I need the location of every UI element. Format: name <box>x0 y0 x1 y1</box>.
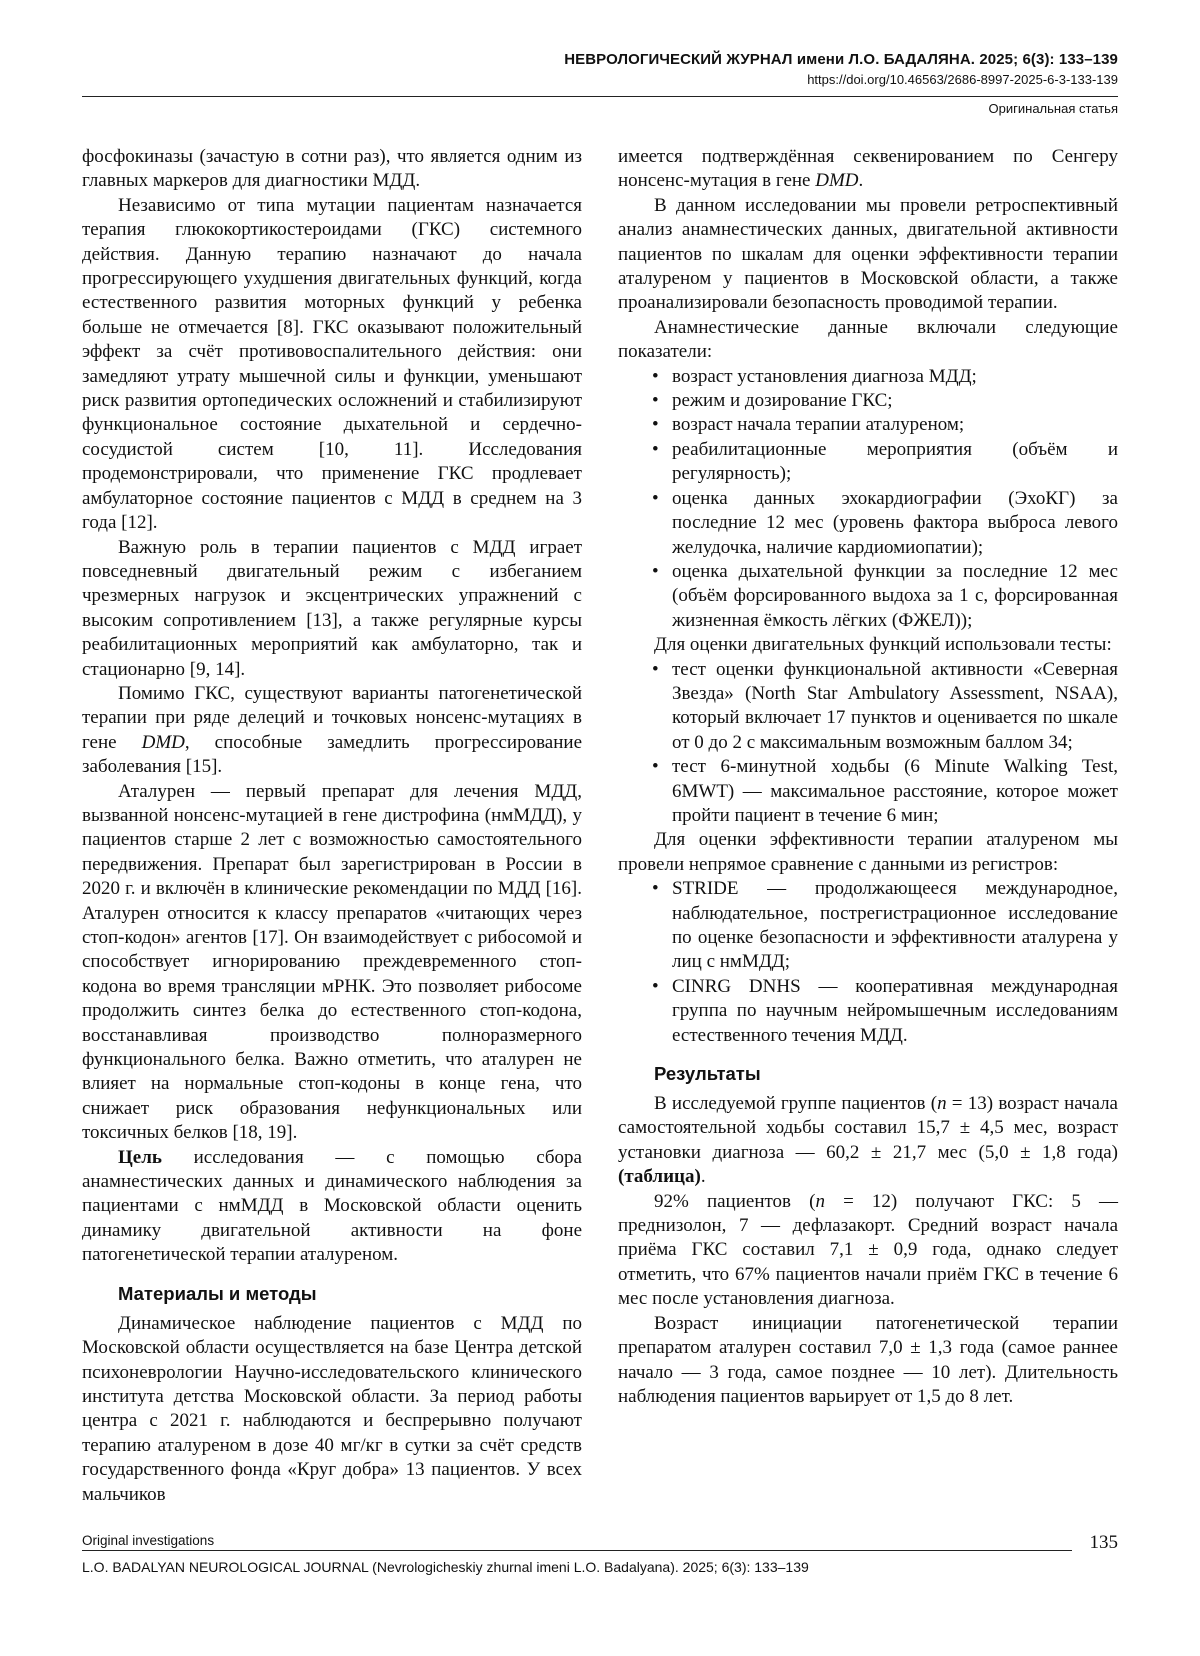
text-span: . <box>858 170 864 192</box>
paragraph: фосфокиназы (зачастую в сотни раз), что является одним из главных маркеров для диагностики МДД. <box>82 146 582 192</box>
list-item: • STRIDE — продолжающееся международное, наблюдательное, пострегистрационное исследование по оценке безопасности и эффективности аталурена у лиц с нмМДД; <box>618 877 1118 975</box>
paragraph <box>618 145 1118 194</box>
list-item: • оценка данных эхокардиографии (ЭхоКГ) за последние 12 мес (уровень фактора выброса левого желудочка, наличие кардиомиопатии); <box>618 487 1118 560</box>
paragraph <box>82 682 582 780</box>
running-header <box>564 50 1118 90</box>
footer-journal-title: L.O. BADALYAN NEUROLOGICAL JOURNAL (Nevrologicheskiy zhurnal imeni L.O. Badalyana). 2025; 6(3): 133–139 <box>82 1559 809 1575</box>
right-column <box>618 145 1118 1409</box>
text-span: . <box>700 1166 706 1188</box>
section-heading-methods: Материалы и методы <box>118 1282 317 1304</box>
list-item: • тест 6-минутной ходьбы (6 Minute Walking Test, 6MWT) — максимальное расстояние, которое может пройти пациент в течение 6 мин; <box>618 755 1118 828</box>
header-divider <box>82 96 1118 97</box>
gene-name: DMD <box>815 170 859 192</box>
text-span: , способные замедлить прогрессирование заболевания [15]. <box>82 731 583 778</box>
list-item: • возраст начала терапии аталуреном; <box>618 413 1118 437</box>
list-item: • CINRG DNHS — кооперативная международная группа по научным нейромышечным исследованиям естественного течения МДД. <box>618 975 1118 1048</box>
paragraph <box>82 1146 582 1268</box>
footer-article-type: Original investigations <box>82 1533 215 1548</box>
footer-divider <box>82 1550 1072 1551</box>
left-column <box>82 145 582 1507</box>
paragraph: Важную роль в терапии пациентов с МДД играет повседневный двигательный режим с избеганием чрезмерных нагрузок и эксцентрических упражнений с высоким сопротивлением [13], а также регулярные курсы реабилитационных мероприятий как амбулаторно, так и стационарно [9, 14]. <box>82 536 582 680</box>
paragraph: Для оценки эффективности терапии аталуреном мы провели непрямое сравнение с данными из регистров: <box>618 829 1118 875</box>
paragraph: Аталурен — первый препарат для лечения МДД, вызванной нонсенс-мутацией в гене дистрофина (нмМДД), у пациентов старше 2 лет с возможностью самостоятельного передвижения. Препарат был зарегистрирован в России в 2020 г. и включён в клинические рекомендации по МДД [16]. Аталурен относится к классу препаратов «читающих через стоп-кодон» агентов [17]. Он взаимодействует с рибосомой и способствует игнорированию преждевременного стоп-кодона во время трансляции мРНК. Это позволяет рибосоме продолжить синтез белка до естественного стоп-кодона, восстанавливая производство полноразмерного функционального белка. Важно отметить, что аталурен не влияет на нормальные стоп-кодоны в конце гена, что снижает риск образования нефункциональных или токсичных белков [18, 19]. <box>82 780 582 1144</box>
paragraph: Анамнестические данные включали следующие показатели: <box>618 316 1118 363</box>
text-span: исследования — с помощью сбора анамнестических данных и динамического наблюдения за пациентами с нмМДД в Московской области оценить динамику двигательной активности на фоне патогенетической терапии аталуреном. <box>82 1146 582 1266</box>
text-span: Помимо ГКС, существуют варианты патогенетической терапии при ряде делеций и точковых нонсенс-мутациях в гене <box>82 682 582 753</box>
list-item: • тест оценки функциональной активности «Северная Звезда» (North Star Ambulatory Assessment, NSAA), который включает 17 пунктов и оценивается по шкале от 0 до 2 с максимальным возможным баллом 34; <box>618 658 1118 756</box>
registries-list <box>618 877 1118 1048</box>
text-span: 92% пациентов ( <box>654 1190 816 1212</box>
text-span: В исследуемой группе пациентов ( <box>654 1093 938 1115</box>
text-span: имеется подтверждённая секвенированием по Сенгеру нонсенс-мутация в гене <box>618 146 1118 192</box>
paragraph: Динамическое наблюдение пациентов с МДД по Московской области осуществляется на базе Центра детской психоневрологии Научно-исследовательского клинического института детства Московской области. За период работы центра с 2021 г. наблюдаются и беспрерывно получают терапию аталуреном в дозе 40 мг/кг в сутки за счёт средств государственного фонда «Круг добра» 13 пациентов. У всех мальчиков <box>82 1312 582 1505</box>
paragraph: Возраст инициации патогенетической терапии препаратом аталурен составил 7,0 ± 1,3 года (самое раннее начало — 3 года, самое позднее — 10 лет). Длительность наблюдения пациентов варьирует от 1,5 до 8 лет. <box>618 1312 1118 1407</box>
text-span: = 12) получают ГКС: 5 — преднизолон, 7 — дефлазакорт. Средний возраст начала приёма ГКС составил 7,1 ± 0,9 года, однако следует отметить, что 67% пациентов начали приём ГКС в течение 6 мес после установления диагноза. <box>618 1190 1118 1310</box>
tests-list <box>618 658 1118 829</box>
list-item: • реабилитационные мероприятия (объём и регулярность); <box>618 438 1118 487</box>
paragraph: В данном исследовании мы провели ретроспективный анализ анамнестических данных, двигательной активности пациентов по шкалам для оценки эффективности терапии аталуреном у пациентов в Московской области, а также проанализировали безопасность проводимой терапии. <box>618 194 1118 314</box>
list-item: • возраст установления диагноза МДД; <box>618 365 1118 389</box>
anamnesis-list <box>618 365 1118 633</box>
journal-title: НЕВРОЛОГИЧЕСКИЙ ЖУРНАЛ имени Л.О. БАДАЛЯНА. 2025; 6(3): 133–139 <box>564 51 1118 68</box>
n-symbol: n <box>815 1190 825 1212</box>
aim-label: Цель <box>118 1146 162 1168</box>
page-number: 135 <box>1089 1532 1118 1553</box>
paragraph: Независимо от типа мутации пациентам назначается терапия глюкокортикостероидами (ГКС) системного действия. Данную терапию назначают до начала прогрессирующего ухудшения двигательных функций, когда естественного развития моторных функций у ребенка больше не отмечается [8]. ГКС оказывают положительный эффект за счёт противовоспалительного действия: они замедляют утрату мышечной силы и функции, уменьшают риск развития ортопедических осложнений и стабилизируют функциональное состояние дыхательной и сердечно-сосудистой систем [10, 11]. Исследования продемонстрировали, что применение ГКС продлевает амбулаторное состояние пациентов с МДД в среднем на 3 года [12]. <box>82 194 582 534</box>
paragraph <box>618 1092 1118 1190</box>
paragraph: Для оценки двигательных функций использовали тесты: <box>654 634 1112 656</box>
paragraph <box>618 1190 1118 1312</box>
doi-link[interactable]: https://doi.org/10.46563/2686-8997-2025-6-3-133-139 <box>807 72 1118 87</box>
section-heading-results: Результаты <box>654 1063 761 1085</box>
text-span: = 13) возраст начала самостоятельной ходьбы составил 15,7 ± 4,5 мес, возраст установки диагноза — 60,2 ± 21,7 мес (5,0 ± 1,8 года) <box>618 1093 1118 1163</box>
article-type: Оригинальная статья <box>988 101 1118 116</box>
list-item: • режим и дозирование ГКС; <box>618 389 1118 413</box>
table-reference[interactable]: (таблица) <box>618 1166 701 1188</box>
n-symbol: n <box>937 1093 947 1115</box>
gene-name: DMD <box>141 731 185 753</box>
list-item: • оценка дыхательной функции за последние 12 мес (объём форсированного выдоха за 1 с, форсированная жизненная ёмкость лёгких (ФЖЕЛ)); <box>618 560 1118 633</box>
